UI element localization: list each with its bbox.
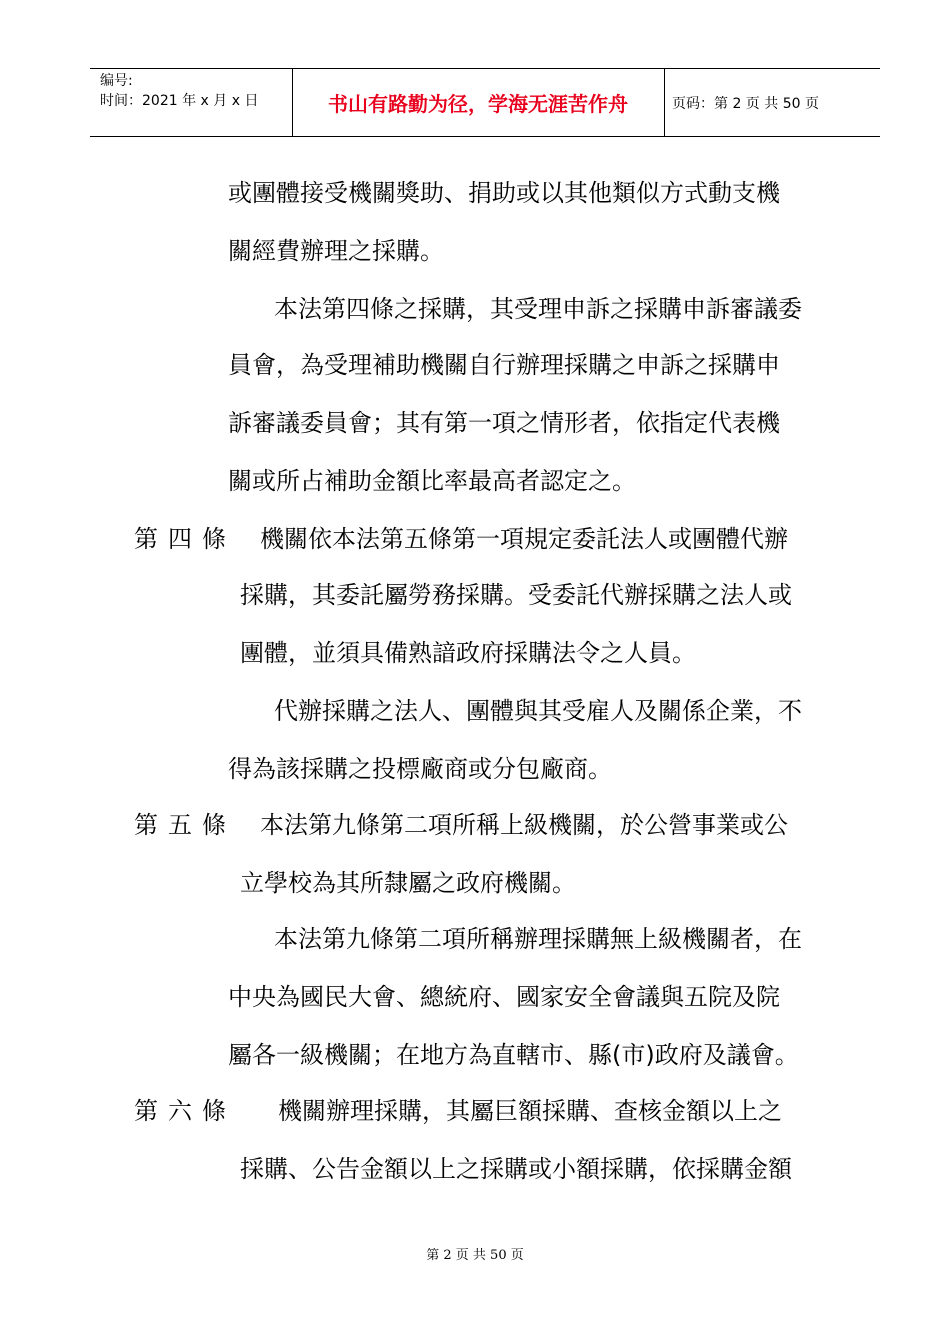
header-time-label: 时间：2021 年 x 月 x 日 — [100, 93, 259, 109]
body-line: 或團體接受機關獎助、捐助或以其他類似方式動支機 — [228, 179, 780, 207]
body-line: 採購，其委託屬勞務採購。受委託代辦採購之法人或 — [240, 581, 792, 609]
body-line: 立學校為其所隸屬之政府機關。 — [240, 869, 576, 897]
body-line: 得為該採購之投標廠商或分包廠商。 — [228, 755, 612, 783]
header-divider-right — [664, 68, 665, 136]
header-top-rule — [90, 68, 880, 69]
header-bottom-rule — [90, 136, 880, 137]
body-line: 訴審議委員會；其有第一項之情形者，依指定代表機 — [228, 409, 780, 437]
body-line: 關或所占補助金額比率最高者認定之。 — [228, 467, 636, 495]
body-line: 本法第九條第二項所稱上級機關，於公營事業或公 — [260, 811, 788, 839]
article-label: 第五條 — [134, 811, 236, 839]
body-line: 機關辦理採購，其屬巨額採購、查核金額以上之 — [278, 1097, 782, 1125]
body-line: 本法第九條第二項所稱辦理採購無上級機關者，在 — [274, 925, 802, 953]
header-motto: 书山有路勤为径，学海无涯苦作舟 — [328, 92, 628, 116]
body-line: 本法第四條之採購，其受理申訴之採購申訴審議委 — [274, 295, 802, 323]
body-line: 採購、公告金額以上之採購或小額採購，依採購金額 — [240, 1155, 792, 1183]
body-line: 中央為國民大會、總統府、國家安全會議與五院及院 — [228, 983, 780, 1011]
header-page-info: 页码：第 2 页 共 50 页 — [672, 96, 819, 112]
body-line: 關經費辦理之採購。 — [228, 237, 444, 265]
body-line: 員會，為受理補助機關自行辦理採購之申訴之採購申 — [228, 351, 780, 379]
body-line: 屬各一級機關；在地方為直轄市、縣(市)政府及議會。 — [228, 1041, 799, 1069]
article-label: 第四條 — [134, 525, 236, 553]
header-code-label: 编号: — [100, 73, 133, 89]
body-line: 代辦採購之法人、團體與其受雇人及關係企業，不 — [274, 697, 802, 725]
body-line: 團體，並須具備熟諳政府採購法令之人員。 — [240, 639, 696, 667]
article-label: 第六條 — [134, 1097, 236, 1125]
footer-page-number: 第 2 页 共 50 页 — [426, 1248, 524, 1263]
body-line: 機關依本法第五條第一項規定委託法人或團體代辦 — [260, 525, 788, 553]
